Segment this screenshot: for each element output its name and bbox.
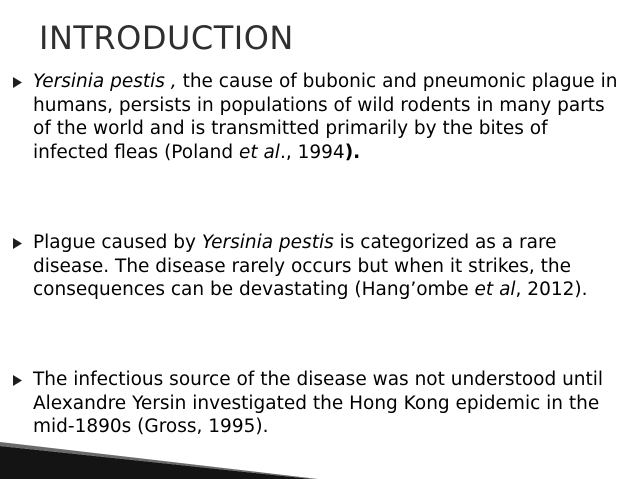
text-run: is categorized as a rare disease. The disease rarely occurs but when it strikes, the consequences can be devastating (Hang’ombe — [33, 232, 572, 300]
text-run: et al — [474, 279, 516, 300]
text-run: , 2012). — [515, 279, 588, 300]
text-run: et al — [238, 141, 280, 163]
slide-title: INTRODUCTION — [39, 19, 294, 57]
text-run: Yersinia pestis — [201, 232, 334, 253]
bullet-text — [33, 70, 631, 164]
triangle-right-icon — [11, 368, 33, 392]
bullet-item-1 — [11, 70, 631, 164]
text-run: Plague caused by — [33, 232, 202, 253]
bullet-text — [33, 368, 631, 439]
bullet-item-3 — [11, 368, 631, 439]
text-run: Yersinia pestis , — [33, 71, 177, 92]
text-run: ). — [344, 141, 361, 163]
triangle-right-icon — [11, 70, 33, 94]
text-run: ., 1994 — [279, 141, 345, 163]
bullet-item-2 — [11, 231, 631, 302]
triangle-right-icon — [11, 231, 33, 255]
text-run: the cause of bubonic and pneumonic plague in humans, persists in populations of wild rodents in many parts of the world and is transmitted primarily by the bites of infected fleas (Poland — [33, 71, 618, 163]
bullet-text — [33, 231, 631, 302]
text-run: The infectious source of the disease was not understood until Alexandre Yersin investigated the Hong Kong epidemic in the mid-1890s (Gross, 1995). — [33, 369, 604, 437]
